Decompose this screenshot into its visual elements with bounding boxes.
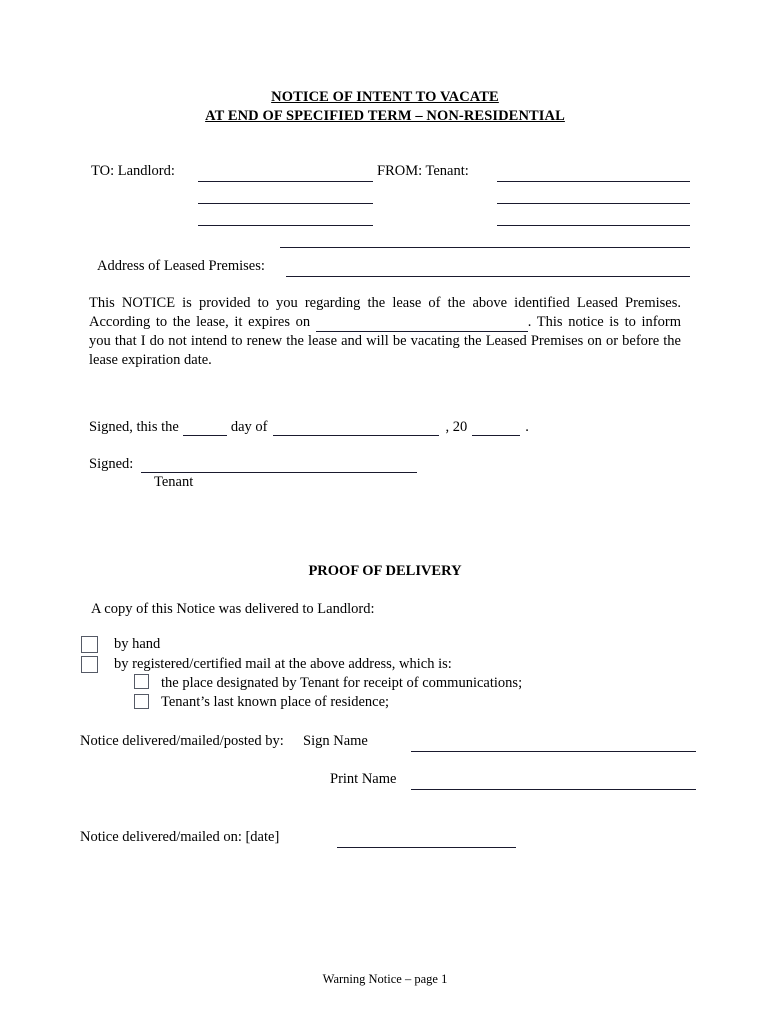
tenant-line-4-field[interactable]	[280, 247, 690, 248]
title-line-2	[0, 107, 770, 126]
address-block	[0, 163, 770, 185]
page-title	[0, 88, 770, 126]
tenant-line-3-field[interactable]	[497, 225, 690, 226]
page-footer: Warning Notice – page 1	[322, 972, 448, 986]
title-line-1-text: NOTICE OF INTENT TO VACATE	[271, 89, 499, 105]
tenant-caption: Tenant	[154, 474, 194, 490]
proof-of-delivery-heading: PROOF OF DELIVERY	[308, 563, 462, 579]
signed-label: Signed:	[89, 456, 134, 472]
title-line-2-text: AT END OF SPECIFIED TERM – NON-RESIDENTIAL	[205, 108, 565, 124]
checkbox-designated-place[interactable]	[134, 674, 149, 689]
option-designated-place-label: the place designated by Tenant for receipt of communications;	[161, 675, 523, 691]
period-label: .	[525, 419, 529, 435]
delivered-by-label: Notice delivered/mailed/posted by:	[80, 733, 284, 749]
tenant-line-2-field[interactable]	[497, 203, 690, 204]
premises-address-label: Address of Leased Premises:	[97, 258, 265, 274]
print-name-label: Print Name	[330, 771, 397, 787]
sign-name-label: Sign Name	[303, 733, 368, 749]
option-registered-mail-label: by registered/certified mail at the above address, which is:	[114, 656, 452, 672]
expiration-date-field[interactable]	[316, 318, 528, 332]
delivered-on-field[interactable]	[337, 847, 516, 848]
signed-day-field[interactable]	[183, 422, 227, 436]
delivered-on-label: Notice delivered/mailed on: [date]	[80, 829, 280, 845]
landlord-line-2-field[interactable]	[198, 203, 373, 204]
signature-field[interactable]	[141, 459, 417, 473]
proof-of-delivery-intro: A copy of this Notice was delivered to Landlord:	[91, 601, 375, 617]
checkbox-last-known-residence[interactable]	[134, 694, 149, 709]
landlord-line-1-field[interactable]	[198, 181, 373, 182]
day-of-label: day of	[230, 419, 268, 435]
print-name-field[interactable]	[411, 789, 696, 790]
to-landlord-label: TO: Landlord:	[91, 163, 175, 179]
premises-address-field[interactable]	[286, 276, 690, 277]
signed-this-the-label: Signed, this the	[89, 419, 179, 435]
signed-month-field[interactable]	[273, 422, 439, 436]
option-last-known-residence-label: Tenant’s last known place of residence;	[161, 694, 390, 710]
tenant-line-1-field[interactable]	[497, 181, 690, 182]
checkbox-registered-mail[interactable]	[81, 656, 98, 673]
landlord-line-3-field[interactable]	[198, 225, 373, 226]
checkbox-by-hand[interactable]	[81, 636, 98, 653]
notice-paragraph-part-1: This NOTICE is provided to you regarding the lease of the above identified Leased Premises. According to the lease, it expires on	[89, 295, 681, 330]
from-tenant-label: FROM: Tenant:	[377, 163, 469, 179]
option-by-hand-label: by hand	[114, 636, 161, 652]
notice-paragraph-part-2: . This notice is to inform you that I do not intend to renew the lease and will be vacating the Leased Premises on or before the lease expiration date.	[89, 314, 681, 368]
signature-row	[89, 456, 417, 473]
title-line-1	[0, 88, 770, 107]
signed-date-row	[89, 419, 709, 436]
notice-paragraph	[89, 294, 681, 370]
signed-year-field[interactable]	[472, 422, 520, 436]
sign-name-field[interactable]	[411, 751, 696, 752]
year-prefix-label: , 20	[445, 419, 468, 435]
